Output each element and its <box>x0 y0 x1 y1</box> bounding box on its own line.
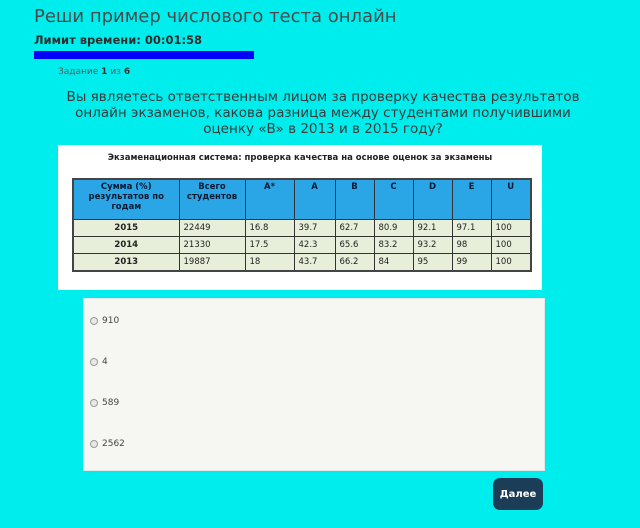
answer-option-label: 2562 <box>102 439 125 449</box>
table-cell: 21330 <box>179 236 245 253</box>
answer-option-label: 589 <box>102 398 120 408</box>
score-table <box>72 178 532 272</box>
header-cell: C <box>374 179 413 219</box>
table-cell: 93.2 <box>413 236 452 253</box>
table-cell: 98 <box>452 236 491 253</box>
table-cell: 100 <box>491 219 531 236</box>
table-cell: 92.1 <box>413 219 452 236</box>
header-cell: Всего студентов <box>179 179 245 219</box>
answer-option[interactable] <box>90 398 119 408</box>
task-counter-separator: из <box>110 67 121 77</box>
table-cell: 62.7 <box>335 219 374 236</box>
table-cell: 22449 <box>179 219 245 236</box>
table-cell: 100 <box>491 236 531 253</box>
table-cell: 43.7 <box>294 253 335 271</box>
table-cell: 99 <box>452 253 491 271</box>
table-cell: 66.2 <box>335 253 374 271</box>
progress-bar <box>34 51 254 59</box>
task-total: 6 <box>123 67 131 77</box>
header-cell: B <box>335 179 374 219</box>
task-current: 1 <box>101 67 108 77</box>
answer-option[interactable] <box>90 357 108 367</box>
table-cell: 39.7 <box>294 219 335 236</box>
task-counter-prefix: Задание <box>58 67 99 77</box>
header-cell: D <box>413 179 452 219</box>
table-row <box>73 236 531 253</box>
table-cell: 19887 <box>179 253 245 271</box>
radio-button[interactable] <box>90 317 98 325</box>
header-cell: E <box>452 179 491 219</box>
task-counter <box>58 67 130 77</box>
table-row <box>73 253 531 271</box>
table-cell: 80.9 <box>374 219 413 236</box>
next-button[interactable]: Далее <box>493 478 543 510</box>
header-cell: A* <box>245 179 294 219</box>
radio-button[interactable] <box>90 399 98 407</box>
table-title: Экзаменационная система: проверка качества на основе оценок за экзамены <box>107 153 493 163</box>
table-cell: 83.2 <box>374 236 413 253</box>
header-cell: A <box>294 179 335 219</box>
table-header-row <box>73 179 531 219</box>
table-cell: 84 <box>374 253 413 271</box>
question-figure <box>58 145 542 290</box>
answer-option[interactable] <box>90 316 119 326</box>
answer-option-label: 4 <box>102 357 108 367</box>
table-cell: 16.8 <box>245 219 294 236</box>
answer-option[interactable] <box>90 439 125 449</box>
radio-button[interactable] <box>90 440 98 448</box>
question-text: Вы являетесь ответственным лицом за проверку качества результатов онлайн экзаменов, какова разница между студентами получившими оценку «B» в 2013 и в 2015 году? <box>66 89 580 137</box>
table-cell: 18 <box>245 253 294 271</box>
table-row <box>73 219 531 236</box>
table-cell: 2014 <box>73 236 179 253</box>
table-cell: 42.3 <box>294 236 335 253</box>
header-cell: Сумма (%) результатов по годам <box>73 179 179 219</box>
answer-options <box>83 298 545 471</box>
radio-button[interactable] <box>90 358 98 366</box>
table-cell: 17.5 <box>245 236 294 253</box>
time-limit: Лимит времени: 00:01:58 <box>34 33 203 47</box>
page-title: Реши пример числового теста онлайн <box>34 6 397 27</box>
table-cell: 2015 <box>73 219 179 236</box>
header-cell: U <box>491 179 531 219</box>
table-cell: 95 <box>413 253 452 271</box>
table-cell: 2013 <box>73 253 179 271</box>
table-cell: 100 <box>491 253 531 271</box>
progress-fill <box>34 51 254 59</box>
answer-option-label: 910 <box>102 316 120 326</box>
table-cell: 65.6 <box>335 236 374 253</box>
table-cell: 97.1 <box>452 219 491 236</box>
